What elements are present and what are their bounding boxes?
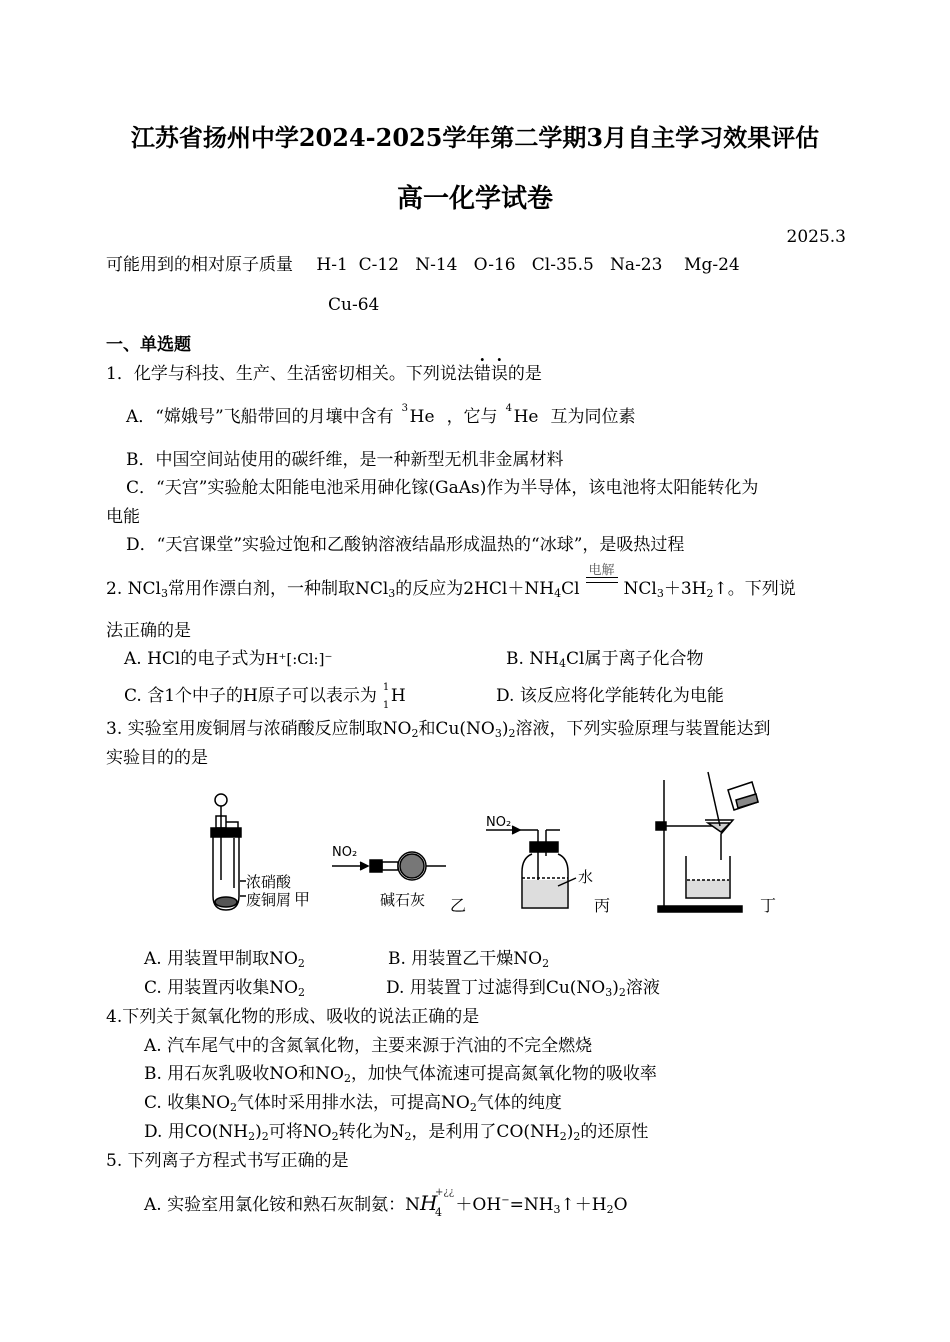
q1-option-a: A．“嫦娥号”飞船带回的月壤中含有 3 He ，它与 4 He 互为同位素: [126, 403, 636, 427]
q1-option-d: D．“天宫课堂”实验过饱和乙酸钠溶液结晶形成温热的“冰球”，是吸热过程: [126, 535, 685, 555]
bing-name: 丙: [594, 896, 611, 915]
q2-stem-cont: 法正确的是: [106, 621, 191, 641]
q2-option-c: C. 含1个中子的H原子可以表示为 1 1 H: [124, 682, 406, 711]
q3-option-d: D. 用装置丁过滤得到$Cu(NO_3)_2$溶液: [386, 978, 660, 999]
q4-option-a: A. 汽车尾气中的含氮氧化物，主要来源于汽油的不完全燃烧: [144, 1036, 593, 1056]
jia-name: 甲: [294, 890, 311, 909]
bing-label-water: 水: [578, 868, 594, 886]
yi-gas-label: NO₂: [332, 845, 358, 860]
jia-label-acid: 浓硝酸: [246, 873, 292, 891]
emphasis-dot-2: 误: [490, 364, 508, 384]
atomic-mass-values-2: Cu-64: [328, 295, 380, 315]
hydrogen-isotope-symbol: 1 1 H: [382, 682, 406, 711]
atomic-mass-values: H-1 C-12 N-14 O-16 Cl-35.5 Na-23 Mg-24: [316, 255, 740, 275]
q3-option-b: B. 用装置乙干燥$NO_2$: [388, 949, 550, 970]
q2-option-d: D. 该反应将化学能转化为电能: [496, 686, 724, 706]
q3-option-a: A. 用装置甲制取$NO_2$: [144, 949, 305, 970]
q5-option-a: A. 实验室用氯化铵和熟石灰制氨：NH +¿¿ 4 $+OH^-=NH_3↑+H_2O$: [144, 1187, 628, 1219]
apparatus-jia: [211, 794, 246, 910]
atomic-mass-line: [106, 254, 740, 276]
jia-label-copper: 废铜屑: [246, 891, 292, 909]
yi-label-soda-lime: 碱石灰: [380, 891, 426, 909]
q3-option-c: C. 用装置丙收集$NO_2$: [144, 978, 306, 999]
emphasis-dot-1: 错: [473, 364, 491, 384]
helium-3-symbol: 3 He: [401, 403, 435, 427]
electron-formula: H⁺[:Cl:]⁻: [265, 650, 333, 668]
q4-option-d: D. 用$CO(NH_2)_2$可将$NO_2$转化为$N_2$，是利用了$CO(NH_2)_2$的还原性: [144, 1122, 649, 1143]
atomic-mass-label: 可能用到的相对原子质量: [106, 255, 293, 275]
section-heading: 一、单选题: [106, 335, 191, 355]
q4-stem: 4.下列关于氮氧化物的形成、吸收的说法正确的是: [106, 1007, 480, 1027]
q5-stem: 5. 下列离子方程式书写正确的是: [106, 1151, 349, 1171]
q4-option-c: C. 收集$NO_2$气体时采用排水法，可提高$NO_2$气体的纯度: [144, 1093, 562, 1114]
q1-stem: 1．化学与科技、生产、生活密切相关。下列说法错误的是: [106, 364, 542, 384]
ding-name: 丁: [760, 896, 777, 915]
q3-stem: 3. 实验室用废铜屑与浓硝酸反应制取$NO_2$和$Cu(NO_3)_2$溶液，下列实验原理与装置能达到: [106, 719, 771, 740]
q3-stem-cont: 实验目的的是: [106, 748, 208, 768]
helium-4-symbol: 4 He: [505, 403, 539, 427]
apparatus-bing: [486, 826, 576, 908]
q2-option-b: B. $NH_4Cl$属于离子化合物: [506, 649, 704, 670]
q2-option-a: A. HCl的电子式为H⁺[:Cl:]⁻: [124, 649, 333, 669]
q1-option-b: B．中国空间站使用的碳纤维，是一种新型无机非金属材料: [126, 450, 564, 470]
q3-apparatus-figure: [200, 768, 790, 920]
q4-option-b: B. 用石灰乳吸收NO和$NO_2$，加快气体流速可提高氮氧化物的吸收率: [144, 1064, 657, 1085]
yi-name: 乙: [450, 896, 467, 915]
q1-option-c-cont: 电能: [106, 507, 140, 527]
exam-date: 2025.3: [786, 227, 846, 247]
q1-option-c: C．“天宫”实验舱太阳能电池采用砷化镓(GaAs)作为半导体，该电池将太阳能转化为: [126, 478, 759, 498]
exam-subtitle: 高一化学试卷: [396, 184, 553, 214]
q2-stem: 2. NCl$_3$常用作漂白剂，一种制取NCl$_3$的反应为$2HCl+NH_4Cl$ 电解 $NCl_3+3H_2↑$。下列说: [106, 563, 796, 600]
exam-title: 江苏省扬州中学2024-2025学年第二学期3月自主学习效果评估: [130, 123, 820, 152]
electrolysis-arrow: 电解: [584, 578, 620, 600]
bing-gas-label: NO₂: [486, 815, 512, 830]
apparatus-ding: [656, 772, 758, 912]
